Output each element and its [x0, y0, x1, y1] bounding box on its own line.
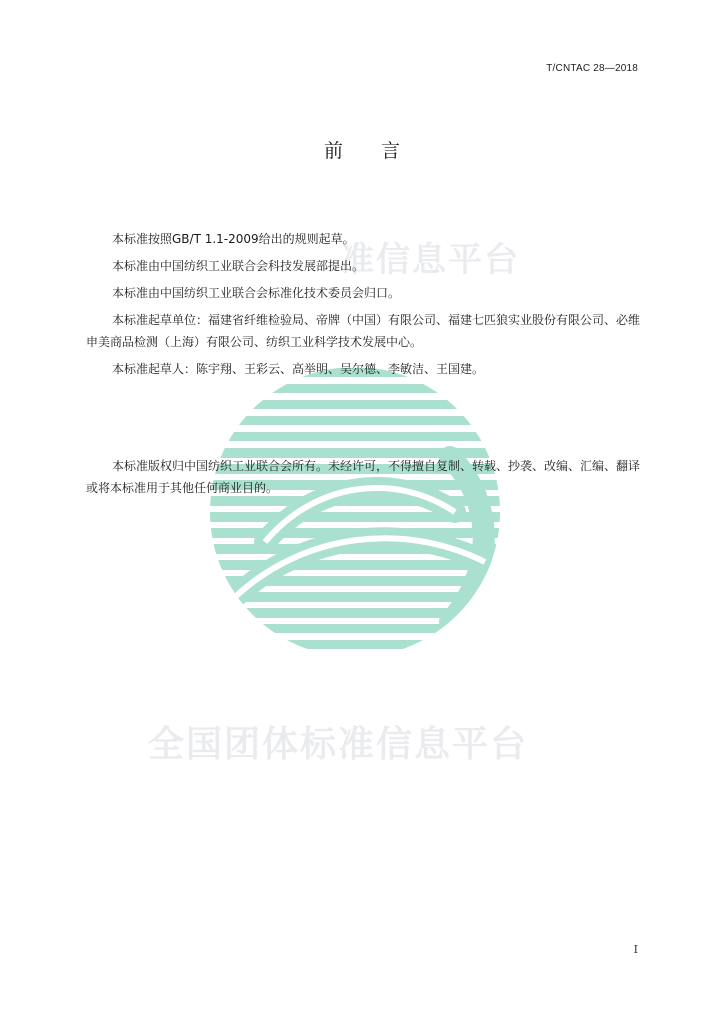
- watermark-text-bottom: 全国团体标准信息平台: [148, 724, 529, 765]
- body-section-1: [86, 228, 646, 385]
- paragraph: 本标准由中国纺织工业联合会标准化技术委员会归口。: [112, 286, 401, 300]
- watermark-logo: [195, 362, 515, 662]
- page-title: 前言: [323, 140, 438, 162]
- body-section-2: [86, 455, 646, 504]
- paragraph: 本标准按照GB/T 1.1-2009给出的规则起草。: [112, 232, 355, 246]
- copyright-paragraph: 本标准版权归中国纺织工业联合会所有。未经许可，不得擅自复制、转载、抄袭、改编、汇编、翻译或将本标准用于其他任何商业目的。: [86, 459, 641, 495]
- standard-code: T/CNTAC 28—2018: [546, 63, 638, 74]
- page-number: I: [633, 943, 638, 956]
- watermark-text-top: 准信息平台: [340, 240, 520, 280]
- paragraph: 本标准起草单位：福建省纤维检验局、帝牌（中国）有限公司、福建七匹狼实业股份有限公司、必维申美商品检测（上海）有限公司、纺织工业科学技术发展中心。: [86, 313, 641, 349]
- paragraph: 本标准由中国纺织工业联合会科技发展部提出。: [112, 259, 365, 273]
- paragraph: 本标准起草人：陈宇翔、王彩云、高举明、吴尔德、李敏洁、王国建。: [112, 362, 485, 376]
